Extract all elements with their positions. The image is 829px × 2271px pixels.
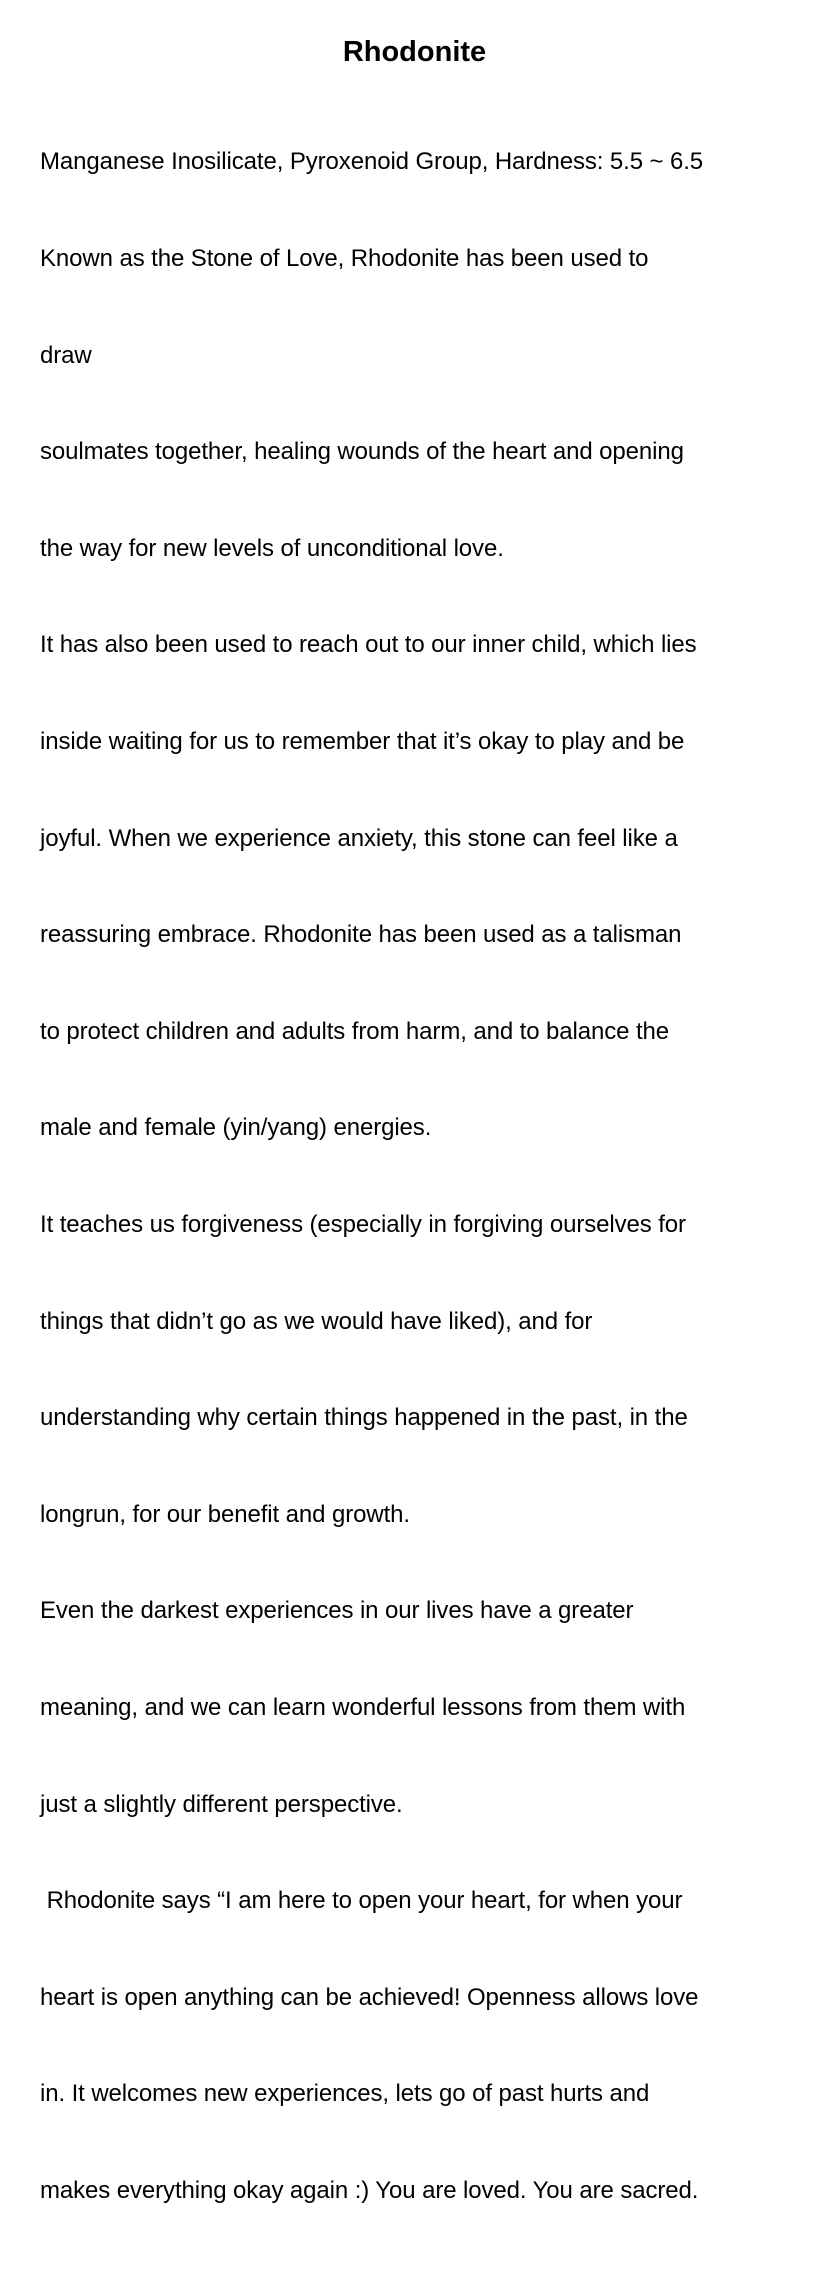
text-line: draw xyxy=(40,341,92,369)
text-line: Rhodonite says “I am here to open your heart, for when your xyxy=(40,1887,683,1915)
text-line: just a slightly different perspective. xyxy=(40,1790,403,1818)
text-line: It teaches us forgiveness (especially in forgiving ourselves for xyxy=(40,1210,686,1238)
text-line: Even the darkest experiences in our lives have a greater xyxy=(40,1597,634,1625)
document-body xyxy=(40,82,820,2271)
text-line: soulmates together, healing wounds of the heart and opening xyxy=(40,438,684,466)
text-line: meaning, and we can learn wonderful lessons from them with xyxy=(40,1693,686,1721)
text-line: the way for new levels of unconditional love. xyxy=(40,534,504,562)
text-line: to protect children and adults from harm, and to balance the xyxy=(40,1017,670,1045)
text-line: inside waiting for us to remember that it’s okay to play and be xyxy=(40,727,685,755)
text-line: male and female (yin/yang) energies. xyxy=(40,1114,432,1142)
text-line: in. It welcomes new experiences, lets go of past hurts and xyxy=(40,2080,650,2108)
text-line: reassuring embrace. Rhodonite has been used as a talisman xyxy=(40,921,682,949)
text-line: things that didn’t go as we would have liked), and for xyxy=(40,1307,593,1335)
text-line: joyful. When we experience anxiety, this stone can feel like a xyxy=(40,824,678,852)
page-title: Rhodonite xyxy=(342,36,487,68)
text-line: understanding why certain things happened in the past, in the xyxy=(40,1404,688,1432)
text-line: It has also been used to reach out to our inner child, which lies xyxy=(40,631,697,659)
text-line: longrun, for our benefit and growth. xyxy=(40,1500,410,1528)
text-line: Known as the Stone of Love, Rhodonite has been used to xyxy=(40,245,649,272)
text-line: makes everything okay again :) You are loved. You are sacred. xyxy=(40,2176,699,2204)
text-line: Manganese Inosilicate, Pyroxenoid Group, Hardness: 5.5 ~ 6.5 xyxy=(40,148,704,176)
text-line: heart is open anything can be achieved! Openness allows love xyxy=(40,1983,699,2011)
